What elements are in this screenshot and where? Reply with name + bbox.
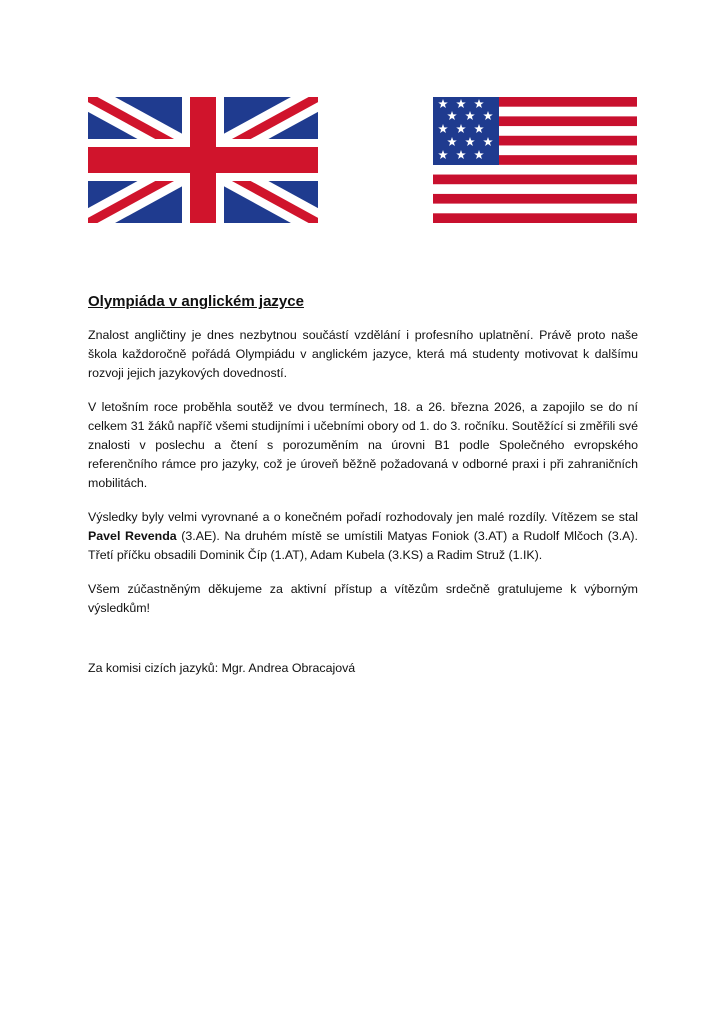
results-text-start: Výsledky byly velmi vyrovnané a o konečném pořadí rozhodovaly jen malé rozdíly. Vítězem se stal: [88, 510, 638, 524]
us-flag-red-stripe: [433, 194, 637, 204]
signature: Za komisi cizích jazyků: Mgr. Andrea Obracajová: [88, 661, 356, 675]
results-paragraph: [88, 508, 638, 565]
us-flag-red-stripe: [433, 213, 637, 223]
winner-name: Pavel Revenda: [88, 529, 177, 543]
flags-row: [88, 97, 637, 223]
results-text-end: (3.AE). Na druhém místě se umístili Matyas Foniok (3.AT) a Rudolf Mlčoch (3.A). Třetí příčku obsadili Dominik Číp (1.AT), Adam Kubela (3.KS) a Radim Struž (1.IK).: [88, 529, 638, 562]
thanks-paragraph: Všem zúčastněným děkujeme za aktivní přístup a vítězům srdečně gratulujeme k výborným výsledkům!: [88, 582, 638, 615]
intro-paragraph: Znalost angličtiny je dnes nezbytnou součástí vzdělání i profesního uplatnění. Právě proto naše škola každoročně pořádá Olympiádu v anglickém jazyce, která má studenty motivovat k dalšímu rozvoji jejich jazykových dovedností.: [88, 328, 638, 380]
us-flag-13-stars-icon: [433, 97, 637, 223]
article: [88, 292, 638, 678]
competition-details-paragraph: V letošním roce proběhla soutěž ve dvou termínech, 18. a 26. března 2026, a zapojilo se do ní celkem 31 žáků napříč všemi studijními i učebními obory od 1. do 3. ročníku. Soutěžící si změřili své znalosti v poslechu a čtení s porozuměním na úrovni B1 podle Společného evropského referenčního rámce pro jazyky, což je úroveň běžně požadovaná v odborné praxi i při zahraničních mobilitách.: [88, 400, 638, 490]
us-flag-red-stripe: [433, 175, 637, 185]
union-jack-flag-icon: [88, 97, 318, 223]
article-title: Olympiáda v anglickém jazyce: [88, 293, 304, 310]
